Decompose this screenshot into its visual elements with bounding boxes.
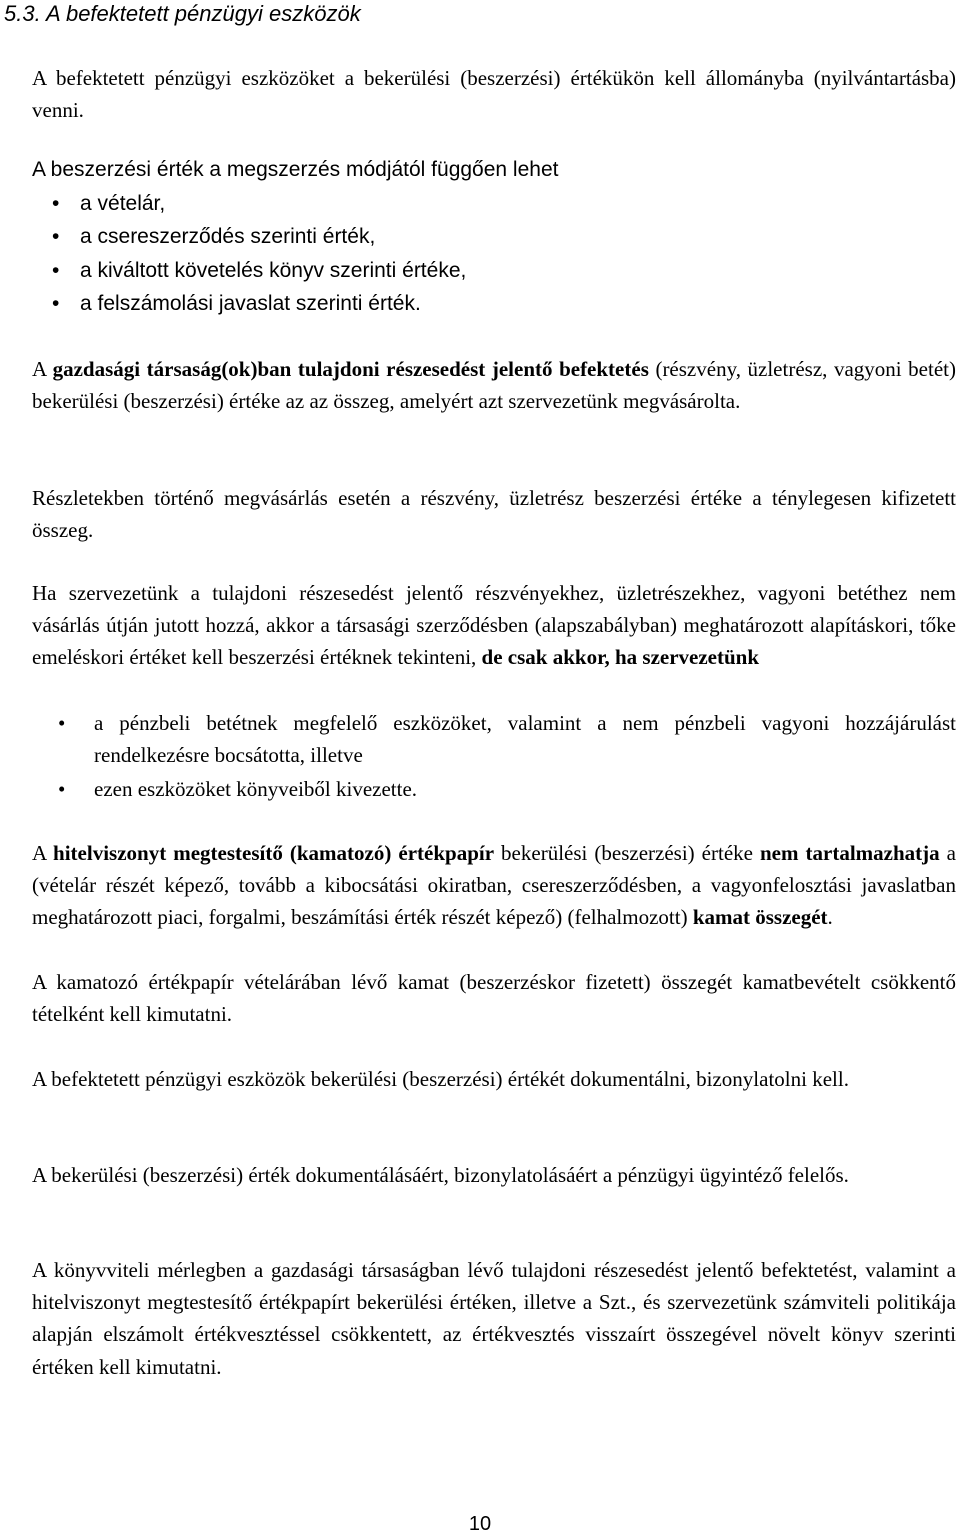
paragraph-responsibility: A bekerülési (beszerzési) érték dokumentálásáért, bizonylatolásáért a pénzügyi ügyintéző felelős.: [32, 1163, 849, 1187]
paragraph-balance-sheet: A könyvviteli mérlegben a gazdasági társaságban lévő tulajdoni részesedést jelentő befektetést, valamint a hitelviszonyt megtestesítő értékpapírt bekerülési értéken, illetve a Szt., és szervezetünk számviteli politikája alapján elszámolt értékvesztéssel csökkentett, az értékvesztés visszaírt összegével növelt könyv szerinti értéken kell kimutatni.: [32, 1258, 956, 1379]
paragraph-intro: A befektetett pénzügyi eszközöket a bekerülési (beszerzési) értékükön kell állományba (nyilvántartásba) venni.: [32, 66, 956, 123]
paragraph-installments: Részletekben történő megvásárlás esetén a részvény, üzletrész beszerzési értéke a ténylegesen kifizetett összeg.: [32, 486, 956, 543]
bullet-icon: •: [52, 225, 60, 248]
section-heading: 5.3. A befektetett pénzügyi eszközök: [4, 1, 361, 26]
paragraph-securities: A hitelviszonyt megtestesítő (kamatozó) értékpapír bekerülési (beszerzési) értéke nem tartalmazhatja a (vételár részét képező, tovább a kibocsátási okiratban, csereszerződésben, a vagyonfelosztási javaslatban meghatározott piaci, forgalmi, beszámítási érték részét képező) (felhalmozott) kamat összegét.: [32, 841, 957, 930]
page-number: 10: [468, 1513, 492, 1535]
list-item: • a pénzbeli betétnek megfelelő eszközöket, valamint a nem pénzbeli vagyoni hozzájárulást rendelkezésre bocsátotta, illetve: [58, 707, 956, 771]
bullet-icon: •: [58, 711, 66, 735]
paragraph-participation: A gazdasági társaság(ok)ban tulajdoni részesedést jelentő befektetés (részvény, üzletrész, vagyoni betét) bekerülési (beszerzési) értéke az az összeg, amelyért azt szervezetünk megvásárolta.: [32, 357, 956, 414]
bullet-icon: •: [58, 777, 66, 801]
paragraph-acquisition-lead: A beszerzési érték a megszerzés módjától függően lehet: [32, 158, 559, 181]
bullet-icon: •: [52, 292, 60, 315]
bullet-icon: •: [52, 259, 60, 282]
list-item: • ezen eszközöket könyveiből kivezette.: [58, 773, 956, 805]
document-page: 5.3. A befektetett pénzügyi eszközök A befektetett pénzügyi eszközöket a bekerülési (beszerzési) értékükön kell állományba (nyilvántartásba) venni. A beszerzési érték a megszerzés módjától függően lehet • a vételár, • a csereszerződés szerinti érték, • a kiváltott követelés könyv szerinti értéke, • a felszámolási javaslat szerinti érték. A gazdasági társaság(ok)ban tulajdoni részesedést jelentő befektetés (részvény, üzletrész, vagyoni betét) bekerülési (beszerzési) értéke az az összeg, amelyért azt szervezetünk megvásárolta. Részletekben történő megvásárlás esetén a részvény, üzletrész beszerzési értéke a ténylegesen kifizetett összeg. Ha szervezetünk a tulajdoni részesedést jelentő részvényekhez, üzletrészekhez, vagyoni betéthez nem vásárlás útján jutott hozzá, akkor a társasági szerződésben (alapszabályban) meghatározott alapításkori, tőke emeléskori értéket kell beszerzési értéknek tekinteni, de csak akkor, ha szervezetünk • a pénzbeli betétnek megfelelő eszközöket, valamint a nem pénzbeli vagyoni hozzájárulást rendelkezésre bocsátotta, illetve • ezen eszközöket könyveiből kivezette. A hitelviszonyt megtestesítő (kamatozó) értékpapír bekerülési (beszerzési) értéke nem tartalmazhatja a (vételár részét képező, tovább a kibocsátási okiratban, csereszerződésben, a vagyonfelosztási javaslatban meghatározott piaci, forgalmi, beszámítási érték részét képező) (felhalmozott) kamat összegét. A kamatozó értékpapír vételárában lévő kamat (beszerzéskor fizetett) összegét kamatbevételt csökkentő tételként kell kimutatni. A befektetett pénzügyi eszközök bekerülési (beszerzési) értékét dokumentálni, bizonylatolni kell. A bekerülési (beszerzési) érték dokumentálásáért, bizonylatolásáért a pénzügyi ügyintéző felelős. A könyvviteli mérlegben a gazdasági társaságban lévő tulajdoni részesedést jelentő befektetést, valamint a hitelviszonyt megtestesítő értékpapírt bekerülési értéken, illetve a Szt., és szervezetünk számviteli politikája alapján elszámolt értékvesztéssel csökkentett, az értékvesztés visszaírt összegével növelt könyv szerinti értéken kell kimutatni. 10: [0, 0, 960, 1535]
paragraph-non-purchase: Ha szervezetünk a tulajdoni részesedést jelentő részvényekhez, üzletrészekhez, vagyoni betéthez nem vásárlás útján jutott hozzá, akkor a társasági szerződésben (alapszabályban) meghatározott alapításkori, tőke emeléskori értéket kell beszerzési értéknek tekinteni, de csak akkor, ha szervezetünk: [32, 581, 956, 670]
paragraph-interest: A kamatozó értékpapír vételárában lévő kamat (beszerzéskor fizetett) összegét kamatbevételt csökkentő tételként kell kimutatni.: [32, 970, 956, 1027]
paragraph-documentation: A befektetett pénzügyi eszközök bekerülési (beszerzési) értékét dokumentálni, bizonylatolni kell.: [32, 1067, 849, 1091]
bullet-icon: •: [52, 192, 60, 215]
